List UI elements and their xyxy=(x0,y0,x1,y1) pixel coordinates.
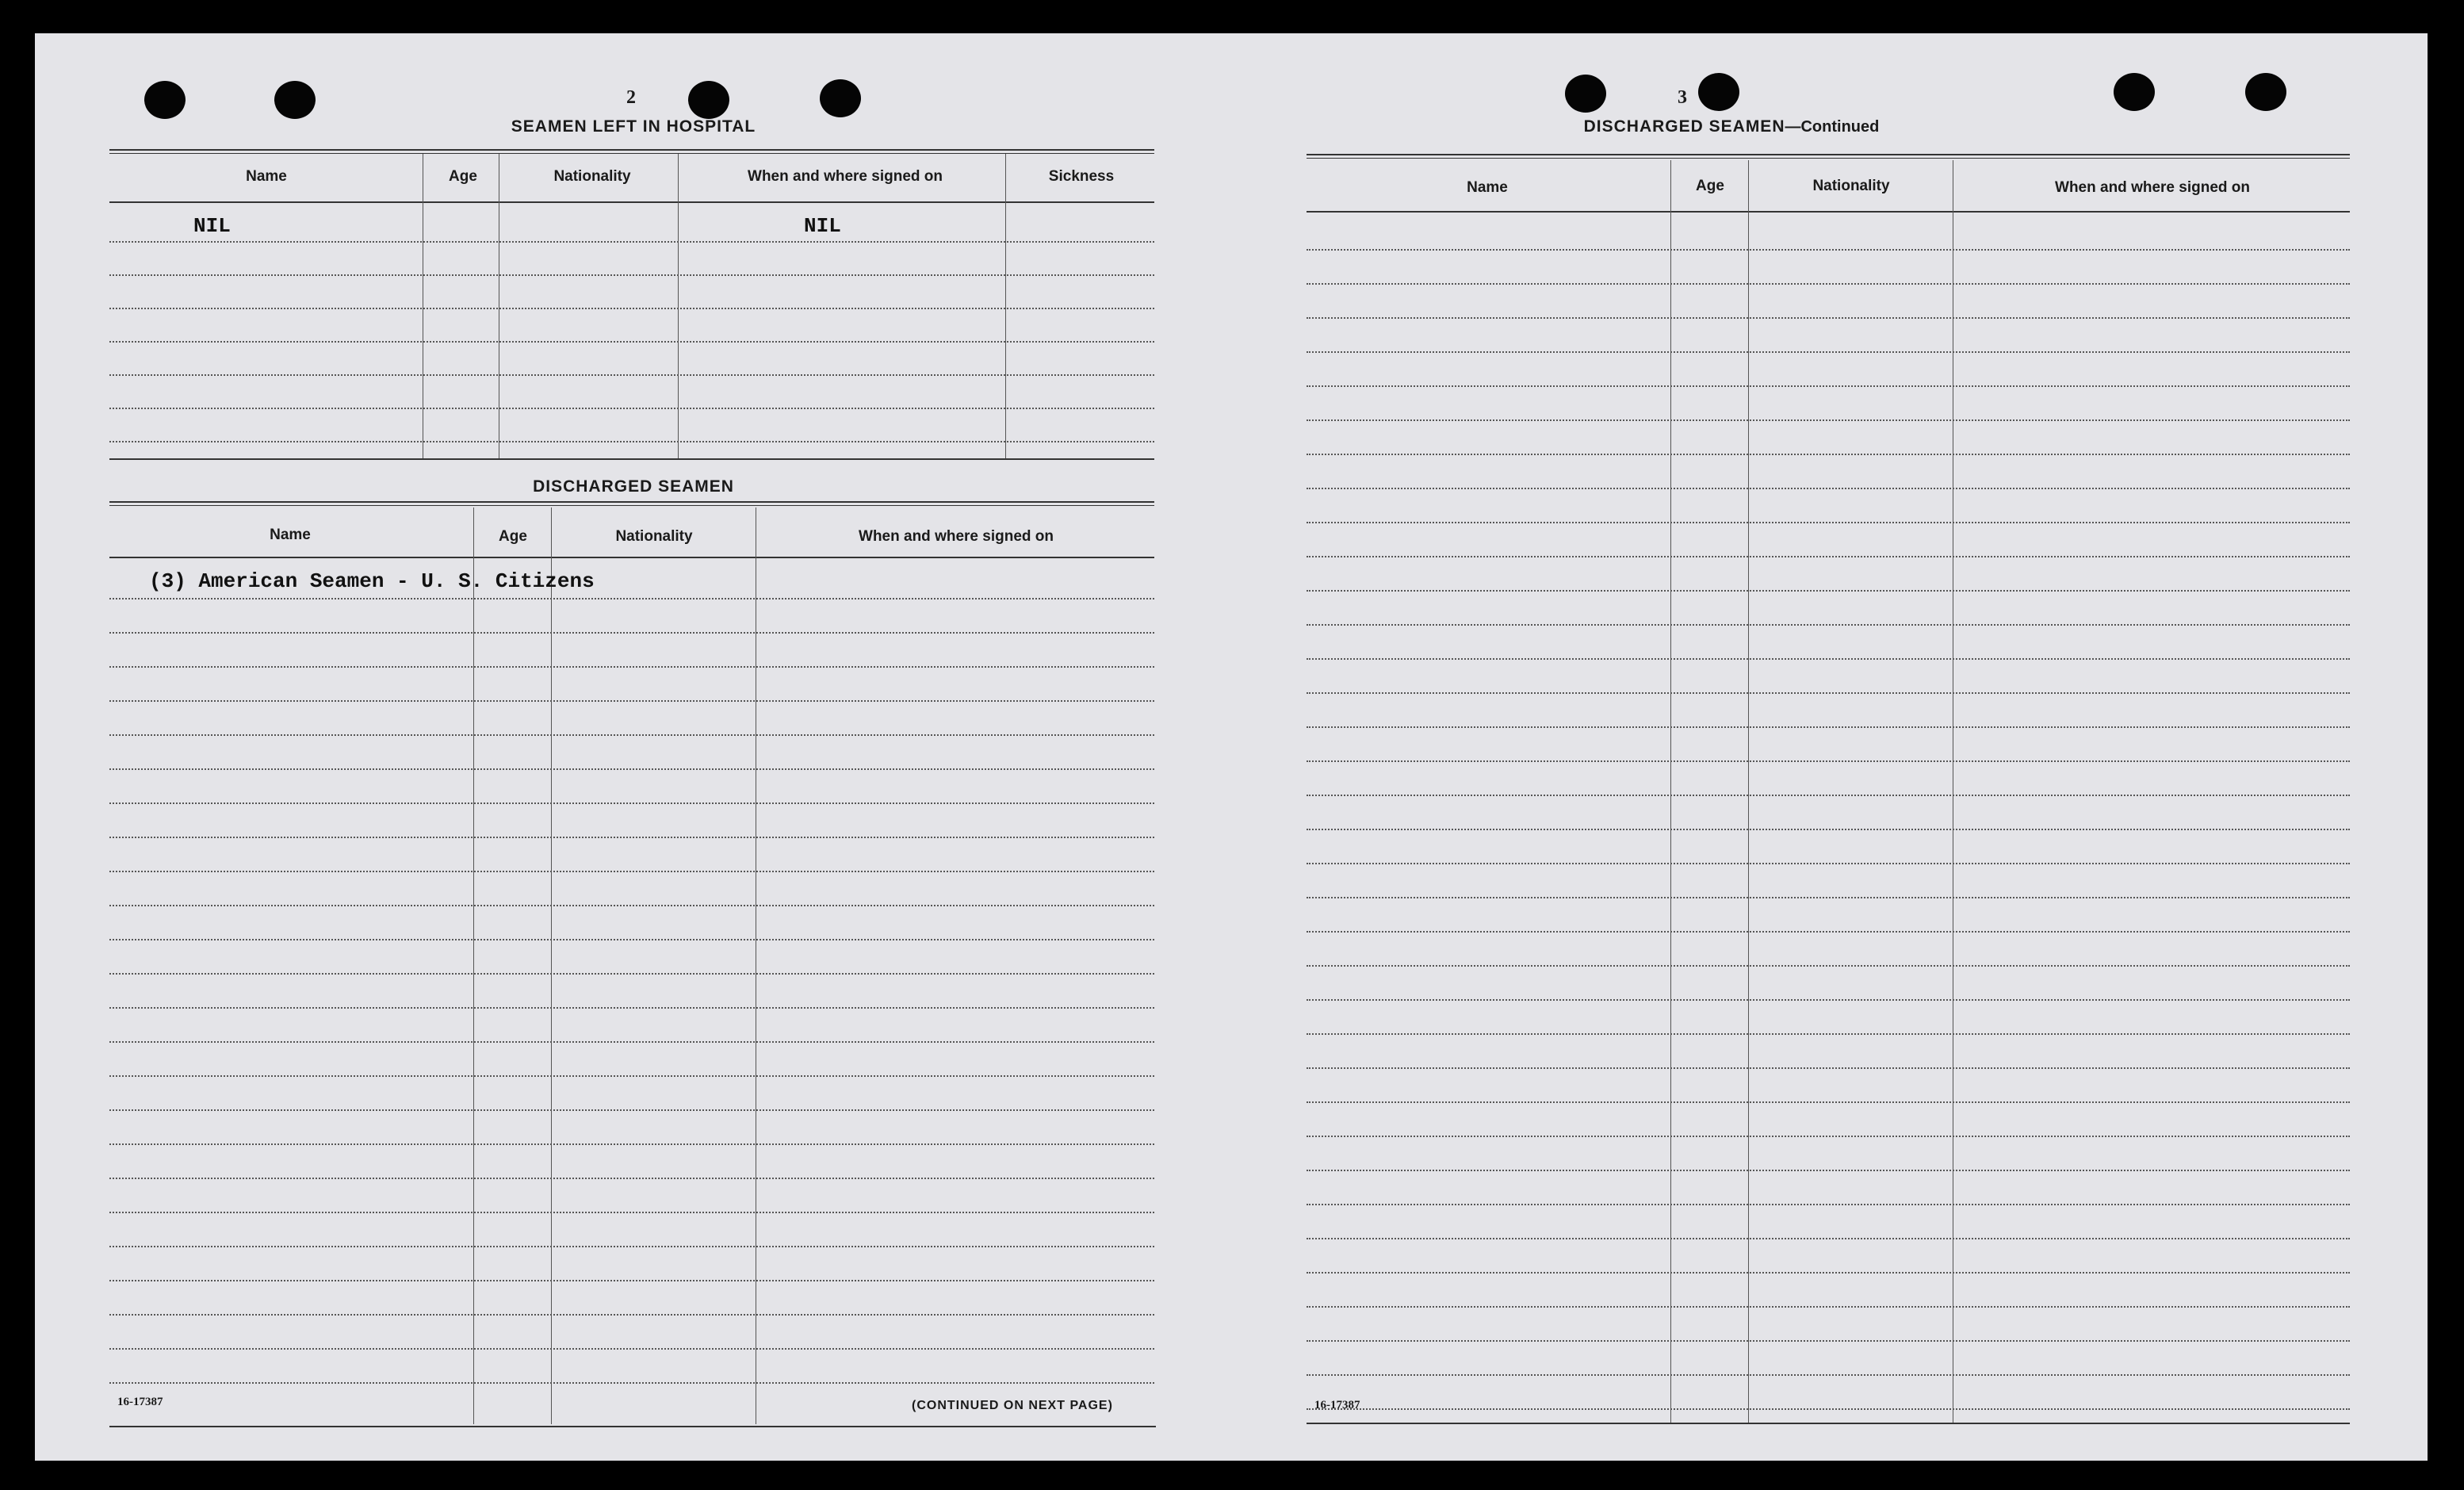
table-row xyxy=(109,905,1154,906)
table-row xyxy=(109,1007,1154,1009)
table-row xyxy=(1307,795,2350,796)
punch-hole-icon xyxy=(1565,75,1606,113)
table-row xyxy=(1307,863,2350,864)
table-row xyxy=(109,1143,1154,1145)
table-bottom-rule xyxy=(1307,1423,2350,1424)
header-rule xyxy=(1307,211,2350,213)
column-header-name: Name xyxy=(1467,179,1508,196)
table-row xyxy=(109,1348,1154,1350)
column-header-signed-on: When and where signed on xyxy=(748,168,943,185)
column-header-age: Age xyxy=(499,528,527,545)
table-row xyxy=(1307,624,2350,626)
table-row xyxy=(1307,351,2350,353)
column-header-nationality: Nationality xyxy=(615,528,693,545)
column-divider xyxy=(1748,160,1749,1423)
hospital-signed-on-entry: NIL xyxy=(804,214,841,238)
continued-note: (CONTINUED ON NEXT PAGE) xyxy=(912,1399,1113,1412)
table-row xyxy=(1307,488,2350,489)
table-row xyxy=(1307,283,2350,285)
page-number: 2 xyxy=(626,87,636,108)
table-row xyxy=(1307,249,2350,251)
table-row xyxy=(1307,317,2350,319)
table-row xyxy=(109,308,1154,309)
table-row xyxy=(109,734,1154,736)
table-row xyxy=(109,598,1154,599)
table-row xyxy=(1307,1067,2350,1069)
punch-hole-icon xyxy=(274,81,316,119)
table-row xyxy=(1307,1408,2350,1410)
table-row xyxy=(1307,1136,2350,1137)
table-row xyxy=(109,1075,1154,1077)
table-row xyxy=(109,837,1154,838)
table-row xyxy=(109,700,1154,702)
discharged-entry: (3) American Seamen - U. S. Citizens xyxy=(149,569,595,593)
table-bottom-rule xyxy=(109,1426,1156,1427)
punch-hole-icon xyxy=(688,81,729,119)
table-row xyxy=(109,441,1154,442)
table-row xyxy=(109,973,1154,975)
table-row xyxy=(1307,760,2350,762)
right-title-text: DISCHARGED SEAMEN xyxy=(1583,117,1785,136)
punch-hole-icon xyxy=(2245,73,2286,111)
table-row xyxy=(1307,1306,2350,1308)
table-row xyxy=(109,768,1154,770)
table-row xyxy=(109,871,1154,872)
table-row xyxy=(109,1382,1154,1384)
column-divider xyxy=(1005,154,1006,458)
table-row xyxy=(109,1041,1154,1043)
page-number: 3 xyxy=(1678,87,1687,108)
table-row xyxy=(109,666,1154,668)
table-row xyxy=(109,241,1154,243)
table-row xyxy=(109,1178,1154,1179)
table-row xyxy=(1307,556,2350,557)
table-row xyxy=(1307,454,2350,455)
hospital-name-entry: NIL xyxy=(193,214,231,238)
table-row xyxy=(1307,692,2350,694)
table-row xyxy=(109,341,1154,343)
table-row xyxy=(1307,999,2350,1001)
table-row xyxy=(1307,965,2350,967)
column-header-age: Age xyxy=(1696,178,1724,194)
punch-hole-icon xyxy=(820,79,861,117)
table-row xyxy=(109,274,1154,276)
table-row xyxy=(1307,419,2350,421)
table-row xyxy=(1307,1340,2350,1342)
form-sheet xyxy=(35,33,2428,1461)
punch-hole-icon xyxy=(144,81,186,119)
table-row xyxy=(1307,1204,2350,1205)
column-header-name: Name xyxy=(270,527,311,543)
table-row xyxy=(109,408,1154,409)
table-row xyxy=(1307,829,2350,830)
table-row xyxy=(1307,522,2350,523)
header-rule xyxy=(109,557,1154,558)
table-row xyxy=(109,1314,1154,1316)
table-row xyxy=(1307,1238,2350,1239)
discharged-section-title: DISCHARGED SEAMEN xyxy=(533,477,734,496)
column-divider xyxy=(678,154,679,458)
header-rule xyxy=(109,201,1154,203)
punch-hole-icon xyxy=(2114,73,2155,111)
table-bottom-rule xyxy=(109,458,1154,460)
column-divider xyxy=(551,508,552,1424)
column-header-signed-on: When and where signed on xyxy=(859,528,1054,545)
table-row xyxy=(109,1280,1154,1281)
form-number: 16-17387 xyxy=(117,1396,163,1408)
table-row xyxy=(1307,590,2350,592)
table-row xyxy=(109,1212,1154,1213)
table-row xyxy=(1307,1272,2350,1274)
table-row xyxy=(109,1246,1154,1247)
column-header-signed-on: When and where signed on xyxy=(2055,179,2250,196)
double-rule xyxy=(109,501,1154,506)
table-row xyxy=(1307,1170,2350,1171)
table-row xyxy=(109,632,1154,634)
column-header-nationality: Nationality xyxy=(553,168,631,185)
double-rule xyxy=(109,149,1154,154)
column-header-age: Age xyxy=(449,168,477,185)
table-row xyxy=(1307,1101,2350,1103)
right-title-suffix: —Continued xyxy=(1785,118,1880,136)
table-row xyxy=(1307,931,2350,933)
table-row xyxy=(1307,897,2350,898)
table-row xyxy=(1307,1374,2350,1376)
double-rule xyxy=(1307,154,2350,159)
form-number: 16-17387 xyxy=(1314,1399,1360,1411)
column-header-name: Name xyxy=(246,168,287,185)
table-row xyxy=(1307,1033,2350,1035)
table-row xyxy=(109,939,1154,940)
column-divider xyxy=(1670,160,1671,1423)
table-row xyxy=(1307,385,2350,387)
column-divider xyxy=(473,508,474,1424)
left-page xyxy=(35,33,1232,1461)
column-header-sickness: Sickness xyxy=(1048,168,1115,185)
table-row xyxy=(109,1109,1154,1111)
table-row xyxy=(109,374,1154,376)
right-section-title xyxy=(1470,117,1993,136)
hospital-section-title: SEAMEN LEFT IN HOSPITAL xyxy=(511,117,756,136)
column-header-nationality: Nationality xyxy=(1812,178,1890,194)
table-row xyxy=(1307,658,2350,660)
right-page xyxy=(1232,33,2428,1461)
table-row xyxy=(1307,726,2350,728)
table-row xyxy=(109,802,1154,804)
